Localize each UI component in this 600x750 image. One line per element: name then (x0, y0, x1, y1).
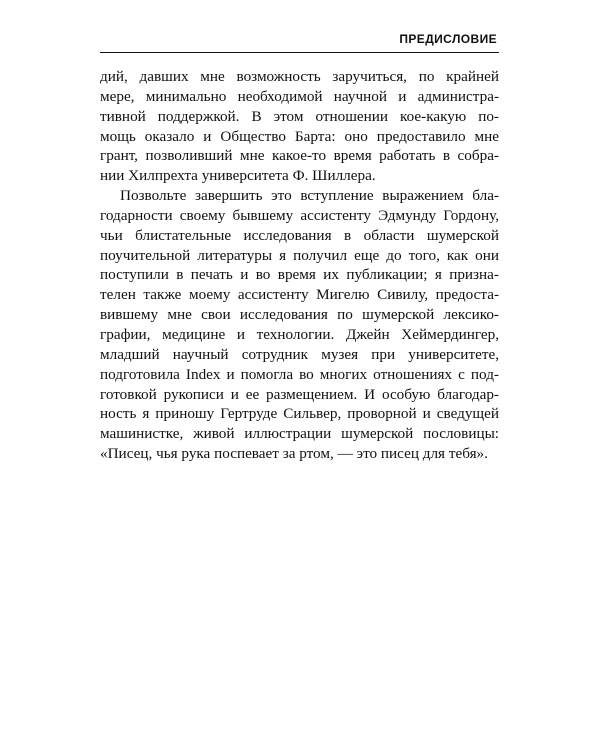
text-line: «Писец, чья рука поспевает за ртом, — это писец для тебя». (100, 445, 488, 463)
text-line: поучительной литературы я получил еще до того, как они (100, 246, 499, 264)
text-line: мере, минимально необходимой научной и администра- (100, 87, 499, 105)
text-line: графии, медицине и технологии. Джейн Хеймердингер, (100, 325, 499, 343)
text-line: вившему мне свои исследования по шумерской лексико- (100, 306, 499, 324)
text-line: готовкой рукописи и ее размещением. И особую благодар- (100, 385, 499, 403)
text-line: ность я приношу Гертруде Сильвер, проворной и сведущей (100, 405, 499, 423)
text-line: поступили в печать и во время их публикации; я призна- (100, 266, 499, 284)
text-line: грант, позволивший мне какое-то время работать в собра- (100, 147, 499, 165)
running-header (100, 30, 499, 53)
text-line: годарности своему бывшему ассистенту Эдмунду Гордону, (100, 206, 499, 224)
text-line: подготовила Index и помогла во многих отношениях с под- (100, 365, 499, 383)
text-line: машинистке, живой иллюстрации шумерской пословицы: (100, 425, 499, 443)
text-line: Позвольте завершить это вступление выражением бла- (120, 187, 499, 205)
text-line: мощь оказало и Общество Барта: оно предоставило мне (100, 127, 499, 145)
chapter-title: ПРЕДИСЛОВИЕ (399, 32, 497, 46)
text-line: дий, давших мне возможность заручиться, по крайней (100, 68, 499, 85)
text-line: тивной поддержкой. В этом отношении кое-какую по- (100, 107, 499, 125)
text-line: чьи блистательные исследования в области шумерской (100, 226, 499, 244)
text-line: нии Хилпрехта университета Ф. Шиллера. (100, 167, 376, 185)
body-text (100, 67, 499, 464)
text-line: младший научный сотрудник музея при университете, (100, 345, 499, 363)
text-line: телен также моему ассистенту Мигелю Сивилу, предоста- (100, 286, 499, 304)
